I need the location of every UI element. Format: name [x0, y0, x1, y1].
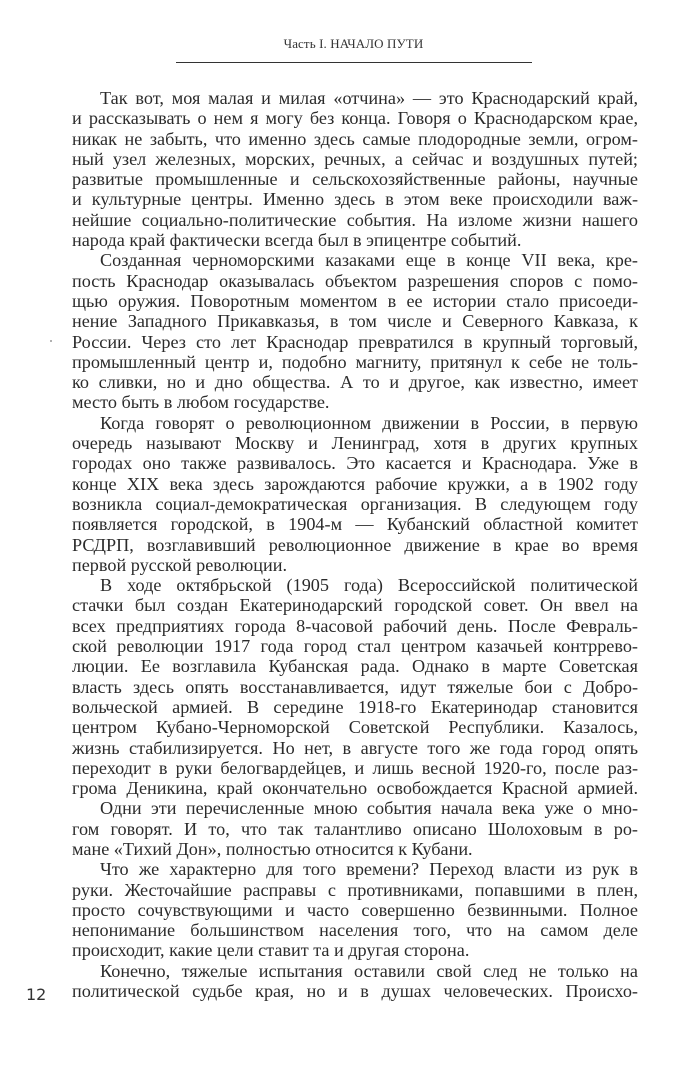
text-line: мане «Тихий Дон», полностью относится к Кубани. — [72, 838, 473, 859]
text-line: нение Западного Прикавказья, в том числе и Северного Кавказа, к — [72, 311, 638, 332]
text-line: никак не забыть, что именно здесь самые плодородные земли, огром- — [72, 128, 638, 149]
text-line: пость Краснодар оказывалась объектом разрешения споров с помо- — [72, 270, 638, 291]
text-line: люции. Ее возглавила Кубанская рада. Однако в марте Советская — [72, 656, 638, 677]
text-line: ный узел железных, морских, речных, а сейчас и воздушных путей; — [72, 148, 638, 169]
paragraph-3 — [72, 413, 638, 575]
text-line: первой русской революции. — [72, 554, 288, 575]
paragraph-5 — [72, 798, 638, 859]
text-line: Что же характерно для того времени? Переход власти из рук в — [100, 859, 638, 880]
text-line: ко сливки, но и дно общества. А то и другое, как известно, имеет — [72, 372, 638, 393]
text-line: центром Кубано-Черноморской Советской Республики. Казалось, — [72, 717, 638, 738]
paragraph-4 — [72, 575, 638, 798]
text-line: народа край фактически всегда был в эпицентре событий. — [72, 230, 522, 251]
text-line: политической судьбе края, но и в душах человеческих. Происхо- — [72, 981, 638, 1002]
text-line: власть здесь опять восстанавливается, идут тяжелые бои с Добро- — [72, 676, 638, 697]
text-line: руки. Жесточайшие расправы с противниками, попавшими в плен, — [72, 879, 638, 900]
text-line: городах оно также развивалось. Это касается и Краснодара. Уже в — [72, 453, 638, 474]
text-line: происходит, какие цели ставит та и другая сторона. — [72, 940, 470, 961]
text-line: появляется городской, в 1904-м — Кубанский областной комитет — [72, 514, 638, 535]
text-line: и культурные центры. Именно здесь в этом веке происходили важ- — [72, 189, 638, 210]
text-line: непонимание большинством населения того, что на самом деле — [72, 920, 638, 941]
scan-artifact-dot — [50, 340, 52, 342]
text-line: Когда говорят о революционном движении в России, в первую — [100, 412, 638, 433]
text-line: Одни эти перечисленные мною события начала века уже о мно- — [100, 798, 638, 819]
text-line: всех предприятиях города 8-часовой рабочий день. После Февраль- — [72, 615, 638, 636]
text-line: нейшие социально-политические события. На изломе жизни нашего — [72, 209, 638, 230]
paragraph-1 — [72, 88, 638, 250]
text-line: Созданная черноморскими казаками еще в конце VII века, кре- — [100, 250, 638, 271]
header-rule-divider — [176, 62, 532, 63]
text-line: РСДРП, возглавивший революционное движение в крае во время — [72, 534, 638, 555]
page-number: 12 — [26, 985, 47, 1004]
paragraph-7 — [72, 961, 638, 1002]
text-line: жизнь стабилизируется. Но нет, в августе того же года город опять — [72, 737, 638, 758]
text-line: просто сочувствующими и часто совершенно безвинными. Полное — [72, 899, 638, 920]
text-line: стачки был создан Екатеринодарский городской совет. Он ввел на — [72, 595, 638, 616]
text-line: промышленный центр и, подобно магниту, притянул к себе не толь- — [72, 351, 638, 372]
running-head-title: Часть I. НАЧАЛО ПУТИ — [283, 36, 424, 51]
text-line: щью оружия. Поворотным моментом в ее истории стало присоеди- — [72, 290, 638, 311]
body-text — [72, 88, 638, 1001]
paragraph-6 — [72, 859, 638, 960]
text-line: возникла социал-демократическая организация. В следующем году — [72, 493, 638, 514]
paragraph-2 — [72, 250, 638, 412]
text-line: Конечно, тяжелые испытания оставили свой след не только на — [100, 960, 638, 981]
text-line: Так вот, моя малая и милая «отчина» — это Краснодарский край, — [100, 88, 638, 108]
text-line: очередь называют Москву и Ленинград, хотя в других крупных — [72, 433, 638, 454]
text-line: В ходе октябрьской (1905 года) Всероссийской политической — [100, 575, 638, 596]
text-line: ской революции 1917 года город стал центром казачьей контррево- — [72, 636, 638, 657]
text-line: вольческой армией. В середине 1918-го Екатеринодар становится — [72, 696, 638, 717]
text-line: переходит в руки белогвардейцев, и лишь весной 1920-го, после раз- — [72, 757, 638, 778]
text-line: развитые промышленные и сельскохозяйственные районы, научные — [72, 169, 638, 190]
text-line: гом говорят. И то, что так талантливо описано Шолоховым в ро- — [72, 818, 638, 839]
text-line: конце XIX века здесь зарождаются рабочие кружки, а в 1902 году — [72, 473, 638, 494]
text-line: и рассказывать о нем я могу без конца. Говоря о Краснодарском крае, — [72, 108, 638, 129]
text-line: грома Деникина, край окончательно освобождается Красной армией. — [72, 778, 638, 799]
text-line: России. Через сто лет Краснодар превратился в крупный торговый, — [72, 331, 638, 352]
text-line: место быть в любом государстве. — [72, 392, 330, 413]
